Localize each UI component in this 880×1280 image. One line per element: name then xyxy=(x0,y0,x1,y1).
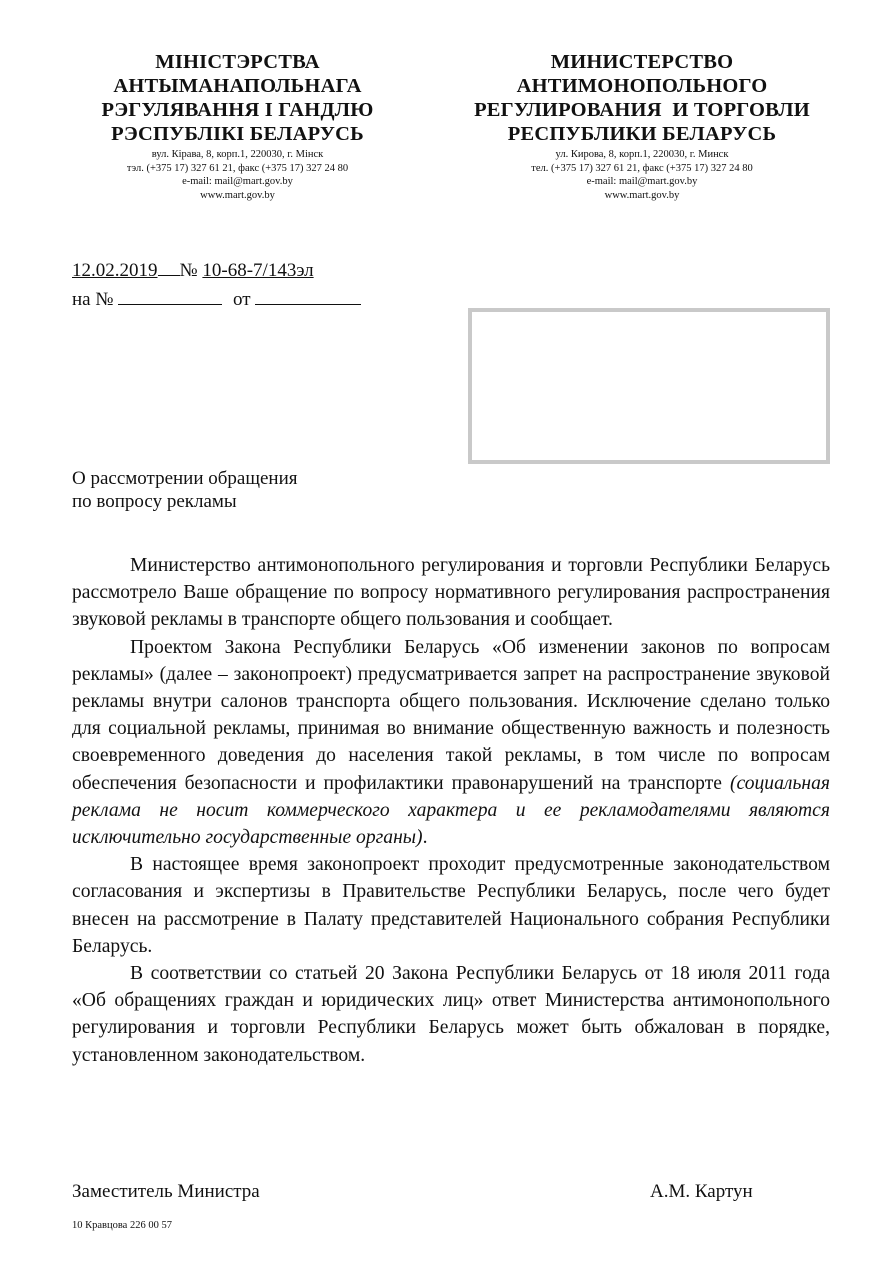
ministry-address-be xyxy=(60,148,415,202)
paragraph-2-italic-note: (социальная реклама не носит коммерческого характера и ее рекламодателями являются исключительно государственные органы) xyxy=(72,772,830,849)
reference-number-label: на № xyxy=(72,289,114,310)
address-line: ул. Кирова, 8, корп.1, 220030, г. Минск xyxy=(555,149,729,160)
signatory-position: Заместитель Министра xyxy=(72,1181,260,1202)
address-line: вул. Кірава, 8, корп.1, 220030, г. Мінск xyxy=(151,149,324,160)
letter-number: 10-68-7/143эл xyxy=(202,260,314,281)
signatory-name: А.М. Картун xyxy=(650,1181,753,1202)
email-line: e-mail: mail@mart.gov.by xyxy=(182,176,293,187)
ministry-name-ru xyxy=(452,50,832,146)
executor-note: 10 Кравцова 226 00 57 xyxy=(72,1220,172,1231)
paragraph-2 xyxy=(72,634,830,852)
website-line: www.mart.gov.by xyxy=(604,189,680,201)
outgoing-registration xyxy=(72,259,314,282)
phone-line: тел. (+375 17) 327 61 21, факс (+375 17) 327 24 80 xyxy=(531,162,753,174)
paragraph-3: В настоящее время законопроект проходит предусмотренные законодательством согласования и экспертизы в Правительстве Республики Беларусь, после чего будет внесен на рассмотрение в Палату представителей Национального собрания Республики Беларусь. xyxy=(72,854,830,957)
email-line: e-mail: mail@mart.gov.by xyxy=(586,176,698,187)
org-line: РЭГУЛЯВАННЯ І ГАНДЛЮ xyxy=(101,99,374,121)
paragraph-4: В соответствии со статьей 20 Закона Республики Беларусь от 18 июля 2011 года «Об обращениях граждан и юридических лиц» ответ Министерства антимонопольного регулирования и торговли Республики Беларусь может быть обжалован в порядке, установленном законодательством. xyxy=(72,963,830,1066)
date-underline xyxy=(158,259,180,276)
website-line: www.mart.gov.by xyxy=(200,189,275,201)
org-line: РЕГУЛИРОВАНИЯ И ТОРГОВЛИ xyxy=(474,99,810,121)
letter-body xyxy=(72,552,830,1069)
org-line: РЕСПУБЛИКИ БЕЛАРУСЬ xyxy=(507,123,777,145)
ministry-name-be xyxy=(60,50,415,146)
letter-date: 12.02.2019 xyxy=(72,260,158,281)
paragraph-2-text: Проектом Закона Республики Беларусь «Об изменении законов по вопросам рекламы» (далее – законопроект) предусматривается запрет на распространение звуковой рекламы внутри салонов транспорта общего пользования. Исключение сделано только для социальной рекламы, принимая во внимание общественную важность и полезность своевременного доведения до населения такой рекламы, в том числе по вопросам обеспечения безопасности и профилактики правонарушений на транспорте xyxy=(72,636,830,794)
org-line: АНТЫМАНАПОЛЬНАГА xyxy=(113,75,362,97)
reference-date-blank xyxy=(255,288,361,305)
org-line: РЭСПУБЛІКІ БЕЛАРУСЬ xyxy=(111,123,364,145)
letterhead-belarusian xyxy=(60,50,415,202)
reference-number-blank xyxy=(118,288,222,305)
subject-line: по вопросу рекламы xyxy=(72,491,237,512)
ministry-address-ru xyxy=(452,148,832,202)
phone-line: тэл. (+375 17) 327 61 21, факс (+375 17) 327 24 80 xyxy=(126,162,349,174)
addressee-redacted-box xyxy=(468,308,830,464)
paragraph-2-end: . xyxy=(422,827,428,849)
incoming-reference xyxy=(72,288,361,311)
reference-date-label: от xyxy=(232,289,251,310)
letter-subject xyxy=(72,467,298,513)
org-line: МІНІСТЭРСТВА xyxy=(155,51,320,73)
subject-line: О рассмотрении обращения xyxy=(72,468,298,489)
letterhead-russian xyxy=(452,50,832,202)
paragraph-1: Министерство антимонопольного регулирования и торговли Республики Беларусь рассмотрело Ваше обращение по вопросу нормативного регулирования распространения звуковой рекламы в транспорте общего пользования и сообщает. xyxy=(72,555,830,631)
org-line: МИНИСТЕРСТВО xyxy=(550,51,734,73)
number-sign: № xyxy=(179,260,198,281)
org-line: АНТИМОНОПОЛЬНОГО xyxy=(516,75,768,97)
